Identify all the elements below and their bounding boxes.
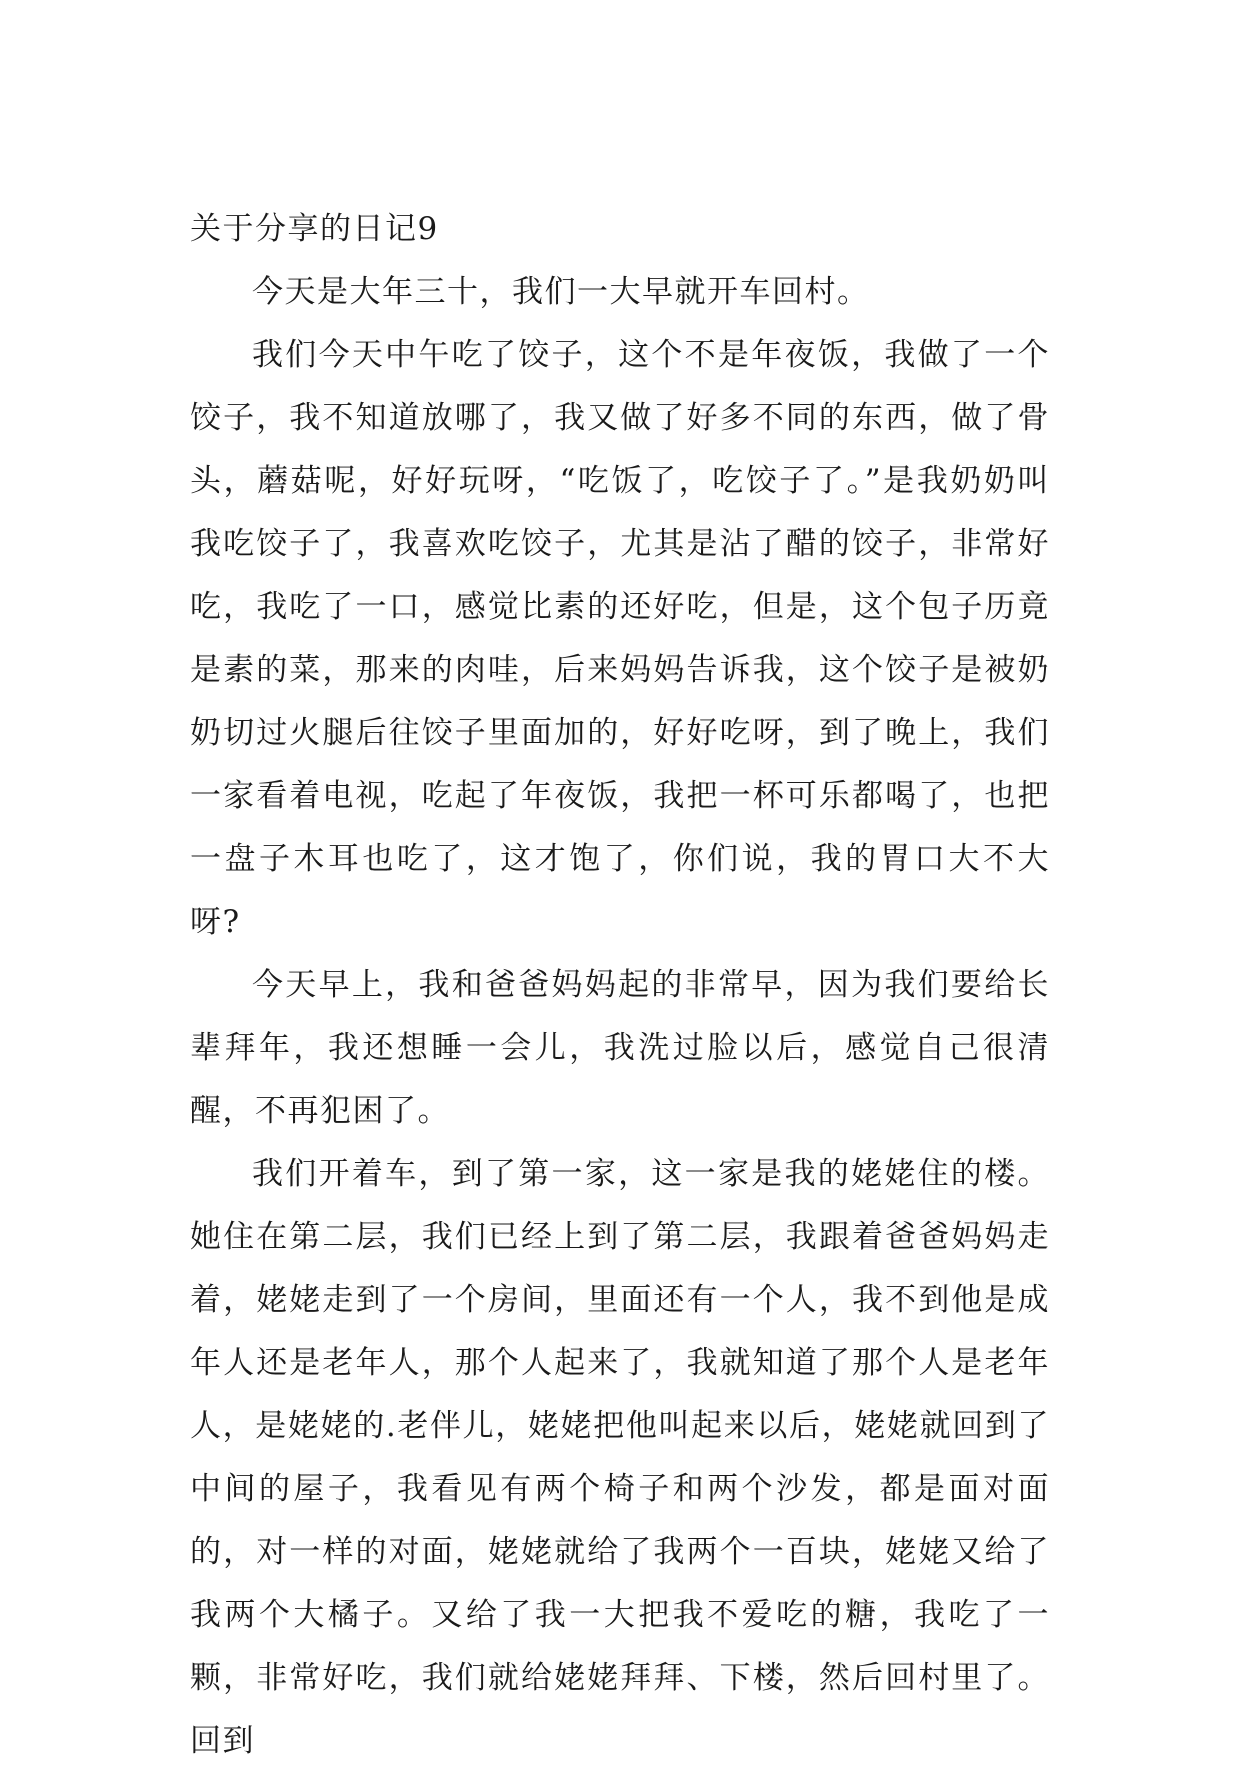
- paragraph-1: 今天是大年三十，我们一大早就开车回村。: [252, 274, 870, 310]
- paragraph-3: 今天早上，我和爸爸妈妈起的非常早，因为我们要给长辈拜年，我还想睡一会儿，我洗过脸以后，感觉自己很清醒，不再犯困了。: [190, 967, 1050, 1129]
- paragraph-4: 我们开着车，到了第一家，这一家是我的姥姥住的楼。她住在第二层，我们已经上到了第二层，我跟着爸爸妈妈走着，姥姥走到了一个房间，里面还有一个人，我不到他是成年人还是老年人，那个人起来了，我就知道了那个人是老年人，是姥姥的.老伴儿，姥姥把他叫起来以后，姥姥就回到了中间的屋子，我看见有两个椅子和两个沙发，都是面对面的，对一样的对面，姥姥就给了我两个一百块，姥姥又给了我两个大橘子。又给了我一大把我不爱吃的糖，我吃了一颗，非常好吃，我们就给姥姥拜拜、下楼，然后回村里了。回到: [190, 1156, 1050, 1759]
- document-title: 关于分享的日记9: [190, 211, 439, 247]
- document-body: [190, 198, 1050, 1773]
- paragraph-2: 我们今天中午吃了饺子，这个不是年夜饭，我做了一个饺子，我不知道放哪了，我又做了好多不同的东西，做了骨头，蘑菇呢，好好玩呀，“吃饭了，吃饺子了。”是我奶奶叫我吃饺子了，我喜欢吃饺子，尤其是沾了醋的饺子，非常好吃，我吃了一口，感觉比素的还好吃，但是，这个包子历竟是素的菜，那来的肉哇，后来妈妈告诉我，这个饺子是被奶奶切过火腿后往饺子里面加的，好好吃呀，到了晚上，我们一家看着电视，吃起了年夜饭，我把一杯可乐都喝了，也把一盘子木耳也吃了，这才饱了，你们说，我的胃口大不大呀?: [190, 337, 1050, 940]
